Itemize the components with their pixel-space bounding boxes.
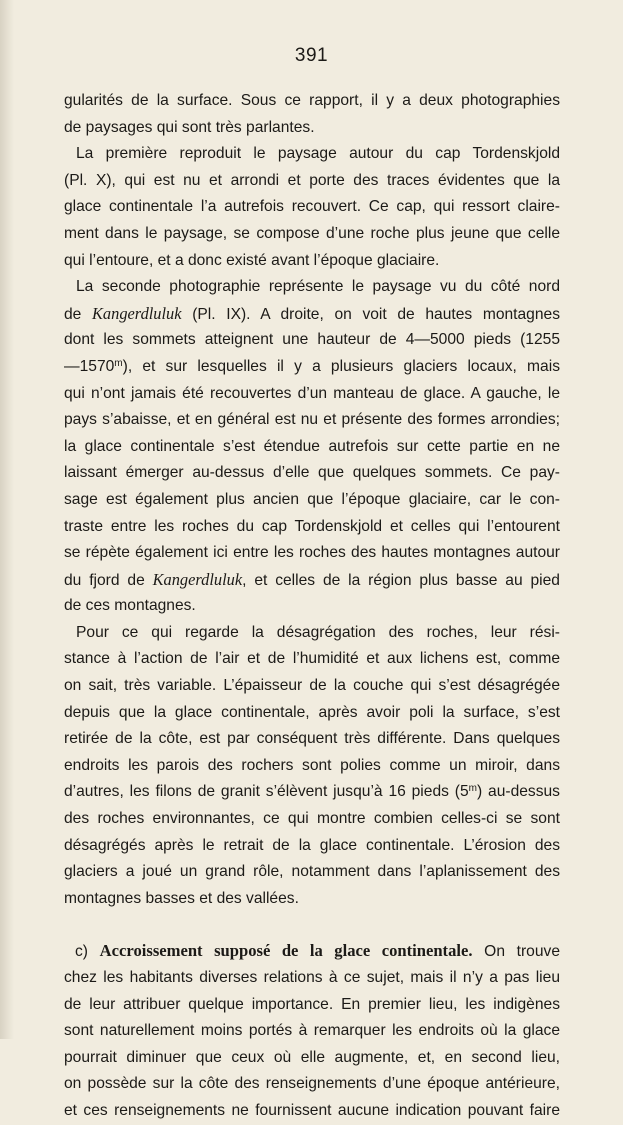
text-line: on sait, très variable. L’épaisseur de la couche qui s’est désagrégée	[64, 677, 560, 695]
paragraph-2	[64, 141, 560, 274]
text-line: montagnes basses et des vallées.	[64, 889, 299, 907]
text-line: pays s’abaisse, et en général est nu et présente des formes arrondies;	[64, 411, 560, 429]
section-gap	[64, 912, 560, 938]
text-line	[64, 779, 560, 806]
paragraph-1	[64, 88, 560, 141]
text-line: ment dans le paysage, se compose d’une roche plus jeune que celle	[64, 224, 560, 242]
text-line	[64, 938, 560, 965]
text-line: depuis que la glace continentale, après avoir poli la surface, s’est	[64, 703, 560, 721]
text-line: de leur attribuer quelque importance. En premier lieu, les indigènes	[64, 995, 560, 1013]
text-line: pourrait diminuer que ceux où elle augmente, et, en second lieu,	[64, 1048, 560, 1066]
unit-superscript: m	[468, 783, 477, 795]
text-line: retirée de la côte, est par conséquent très différente. Dans quelques	[64, 730, 560, 748]
text-line: dont les sommets atteignent une hauteur de 4—5000 pieds (1255	[64, 331, 560, 349]
text-line	[64, 567, 560, 594]
text-line: de paysages qui sont très parlantes.	[64, 118, 315, 136]
text-line: glaciers a joué un grand rôle, notamment dans l’aplanissement des	[64, 863, 560, 881]
text-line: Pour ce qui regarde la désagrégation des roches, leur rési-	[76, 623, 560, 641]
text-line: glace continentale l’a autrefois recouvert. Ce cap, qui ressort claire-	[64, 198, 560, 216]
text-line: des roches environnantes, ce qui montre combien celles-ci se sont	[64, 810, 560, 828]
text-line: désagrégés après le retrait de la glace continentale. L’érosion des	[64, 836, 560, 854]
text-fragment: ) au-dessus	[476, 783, 560, 801]
text-fragment: de	[64, 305, 92, 323]
place-name: Kangerdluluk	[92, 303, 182, 323]
text-fragment: On trouve	[472, 943, 560, 961]
text-line: stance à l’action de l’air et de l’humidité et aux lichens est, comme	[64, 650, 560, 668]
text-fragment: ), et sur lesquelles il y a plusieurs glaciers locaux, mais	[122, 357, 560, 375]
text-line: laissant émerger au-dessus d’elle que quelques sommets. Ce pay-	[64, 464, 560, 482]
text-line: chez les habitants diverses relations à ce sujet, mais il n’y a pas lieu	[64, 969, 560, 986]
section-label: c)	[75, 943, 100, 961]
text-line: endroits les parois des rochers sont polies comme un miroir, dans	[64, 756, 560, 774]
text-line: traste entre les roches du cap Tordenskjold et celles qui l’entourent	[64, 517, 560, 535]
text-fragment: (Pl. IX). A droite, on voit de hautes montagnes	[181, 305, 560, 323]
text-line: de ces montagnes.	[64, 597, 196, 615]
text-line: la glace continentale s’est étendue autrefois sur cette partie en ne	[64, 437, 560, 455]
text-fragment: d’autres, les filons de granit s’élèvent jusqu’à 16 pieds (5	[64, 783, 469, 801]
place-name: Kangerdluluk	[152, 569, 243, 589]
text-line: sage est également plus ancien que l’époque glaciaire, car le con-	[64, 490, 560, 508]
text-line: La seconde photographie représente le paysage vu du côté nord	[76, 278, 560, 296]
text-fragment: , et celles de la région plus basse au pied	[242, 571, 560, 589]
text-fragment: —1570	[64, 357, 115, 375]
text-line: on possède sur la côte des renseignements d’une époque antérieure,	[64, 1075, 560, 1093]
page-edge-shadow	[0, 0, 14, 1039]
paragraph-3	[64, 274, 560, 620]
page-number: 391	[294, 45, 329, 66]
text-line: qui n’ont jamais été recouvertes d’un manteau de glace. A gauche, le	[64, 384, 560, 402]
text-line: gularités de la surface. Sous ce rapport, il y a deux photographies	[64, 92, 560, 109]
text-line	[64, 301, 560, 328]
paragraph-5	[64, 938, 560, 1124]
text-line: (Pl. X), qui est nu et arrondi et porte des traces évidentes que la	[64, 171, 560, 189]
text-line: se répète également ici entre les roches des hautes montagnes autour	[64, 544, 560, 562]
section-heading: Accroissement supposé de la glace continentale.	[99, 941, 473, 961]
text-line: sont naturellement moins portés à remarquer les endroits où la glace	[64, 1022, 560, 1040]
text-line: La première reproduit le paysage autour du cap Tordenskjold	[76, 145, 560, 163]
paragraph-4	[64, 620, 560, 913]
body-text	[64, 88, 560, 1125]
text-line: qui l’entoure, et a donc existé avant l’époque glaciaire.	[64, 251, 440, 269]
text-fragment: du fjord de	[64, 571, 153, 589]
unit-superscript: m	[114, 357, 123, 369]
text-line: et ces renseignements ne fournissent aucune indication pouvant faire	[64, 1101, 560, 1119]
text-line	[64, 354, 560, 381]
